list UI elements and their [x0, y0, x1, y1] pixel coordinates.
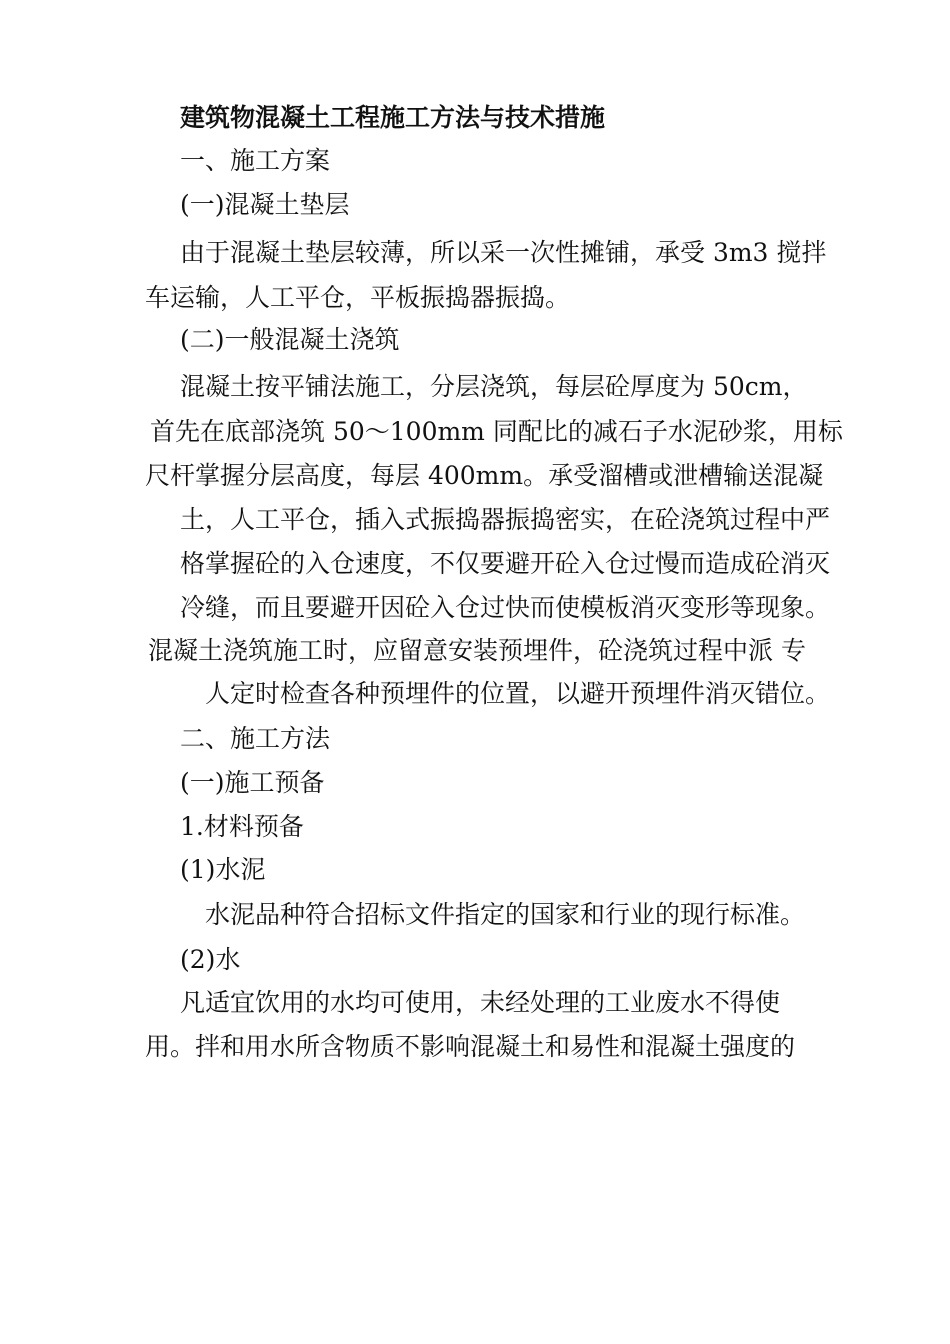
paragraph-line: 车运输，人工平仓，平板振捣器振捣。	[145, 283, 571, 312]
paragraph-line: 首先在底部浇筑 50～100mm 同配比的减石子水泥砂浆，用标	[150, 417, 843, 446]
paragraph-line: 人定时检查各种预埋件的位置，以避开预埋件消灭错位。	[205, 679, 831, 708]
paragraph-line: 冷缝，而且要避开因砼入仓过快而使模板消灭变形等现象。	[180, 593, 831, 622]
paragraph-line: 混凝土按平铺法施工，分层浇筑，每层砼厚度为 50cm，	[180, 372, 808, 401]
paragraph-line: 凡适宜饮用的水均可使用，未经处理的工业废水不得使	[180, 988, 781, 1017]
subheading-preparation: (一)施工预备	[180, 768, 325, 797]
paragraph-line: 混凝土浇筑施工时，应留意安装预埋件，砼浇筑过程中派 专	[148, 636, 806, 665]
subheading-general-pouring: (二)一般混凝土浇筑	[180, 325, 400, 354]
paragraph-line: 土，人工平仓，插入式振捣器振捣密实，在砼浇筑过程中严	[180, 505, 831, 534]
paragraph-line: 尺杆掌握分层高度，每层 400mm。承受溜槽或泄槽输送混凝	[145, 461, 824, 490]
paragraph-line: 由于混凝土垫层较薄，所以采一次性摊铺，承受 3m3 搅拌	[180, 238, 827, 267]
heading-construction-plan: 一、施工方案	[180, 146, 331, 175]
subheading-water: (2)水	[180, 945, 241, 974]
paragraph-line: 用。拌和用水所含物质不影响混凝土和易性和混凝土强度的	[145, 1032, 796, 1061]
subheading-cement: (1)水泥	[180, 855, 266, 884]
document-title: 建筑物混凝土工程施工方法与技术措施	[180, 103, 606, 132]
paragraph-line: 格掌握砼的入仓速度，不仅要避开砼入仓过慢而造成砼消灭	[180, 549, 831, 578]
subheading-concrete-cushion: (一)混凝土垫层	[180, 190, 350, 219]
paragraph-line: 水泥品种符合招标文件指定的国家和行业的现行标准。	[205, 900, 806, 929]
heading-construction-method: 二、施工方法	[180, 724, 331, 753]
subheading-materials: 1.材料预备	[180, 812, 304, 841]
